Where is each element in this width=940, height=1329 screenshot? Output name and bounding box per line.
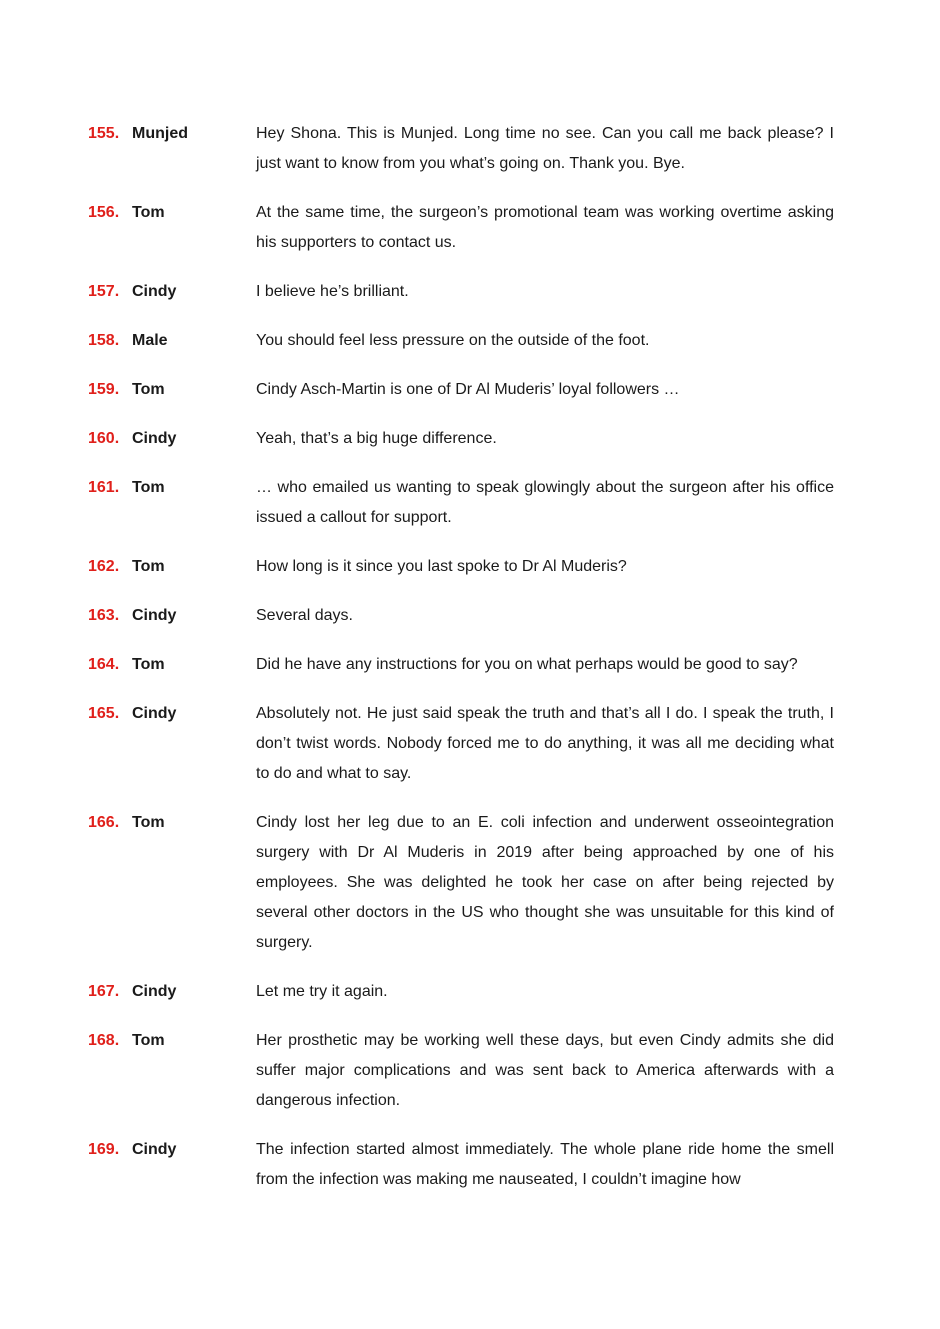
transcript-entry bbox=[88, 375, 834, 405]
transcript-entry bbox=[88, 277, 834, 307]
line-number: 158. bbox=[88, 332, 120, 349]
speaker-name: Tom bbox=[132, 1032, 165, 1049]
line-number: 167. bbox=[88, 983, 120, 1000]
dialogue-text: The infection started almost immediately. The whole plane ride home the smell from the infection was making me nauseated, I couldn’t imagine how bbox=[256, 1141, 834, 1188]
transcript-entry bbox=[88, 808, 834, 958]
dialogue-text: How long is it since you last spoke to Dr Al Muderis? bbox=[256, 558, 627, 575]
transcript-entry bbox=[88, 699, 834, 789]
speaker-name: Tom bbox=[132, 558, 165, 575]
speaker-name: Cindy bbox=[132, 1141, 177, 1158]
speaker-name: Cindy bbox=[132, 430, 177, 447]
line-number: 161. bbox=[88, 479, 120, 496]
transcript-entry bbox=[88, 326, 834, 356]
dialogue-text: Her prosthetic may be working well these days, but even Cindy admits she did suffer major complications and was sent back to America afterwards with a dangerous infection. bbox=[256, 1032, 834, 1109]
dialogue-text: Cindy Asch-Martin is one of Dr Al Muderis’ loyal followers … bbox=[256, 381, 680, 398]
dialogue-text: I believe he’s brilliant. bbox=[256, 283, 409, 300]
speaker-name: Cindy bbox=[132, 705, 177, 722]
speaker-name: Cindy bbox=[132, 283, 177, 300]
speaker-name: Cindy bbox=[132, 607, 177, 624]
speaker-name: Tom bbox=[132, 656, 165, 673]
transcript-entry bbox=[88, 552, 834, 582]
dialogue-text: You should feel less pressure on the outside of the foot. bbox=[256, 332, 650, 349]
line-number: 156. bbox=[88, 204, 120, 221]
transcript-entry bbox=[88, 601, 834, 631]
transcript-entry bbox=[88, 424, 834, 454]
line-number: 160. bbox=[88, 430, 120, 447]
line-number: 164. bbox=[88, 656, 120, 673]
dialogue-text: Absolutely not. He just said speak the truth and that’s all I do. I speak the truth, I don’t twist words. Nobody forced me to do anything, it was all me deciding what to do and what to say. bbox=[256, 705, 834, 782]
dialogue-text: Let me try it again. bbox=[256, 983, 388, 1000]
line-number: 168. bbox=[88, 1032, 120, 1049]
line-number: 166. bbox=[88, 814, 120, 831]
dialogue-text: Did he have any instructions for you on what perhaps would be good to say? bbox=[256, 656, 798, 673]
transcript-entry bbox=[88, 977, 834, 1007]
speaker-name: Munjed bbox=[132, 125, 188, 142]
dialogue-text: … who emailed us wanting to speak glowingly about the surgeon after his office issued a callout for support. bbox=[256, 479, 834, 526]
transcript-entry bbox=[88, 473, 834, 533]
transcript bbox=[88, 119, 834, 1214]
speaker-name: Male bbox=[132, 332, 168, 349]
speaker-name: Cindy bbox=[132, 983, 177, 1000]
line-number: 157. bbox=[88, 283, 120, 300]
speaker-name: Tom bbox=[132, 381, 165, 398]
dialogue-text: Hey Shona. This is Munjed. Long time no see. Can you call me back please? I just want to know from you what’s going on. Thank you. Bye. bbox=[256, 125, 834, 172]
line-number: 159. bbox=[88, 381, 120, 398]
line-number: 155. bbox=[88, 125, 120, 142]
transcript-entry bbox=[88, 119, 834, 179]
dialogue-text: Yeah, that’s a big huge difference. bbox=[256, 430, 497, 447]
transcript-entry bbox=[88, 1026, 834, 1116]
transcript-entry bbox=[88, 198, 834, 258]
speaker-name: Tom bbox=[132, 479, 165, 496]
transcript-entry bbox=[88, 1135, 834, 1195]
dialogue-text: Several days. bbox=[256, 607, 353, 624]
transcript-entry bbox=[88, 650, 834, 680]
line-number: 165. bbox=[88, 705, 120, 722]
speaker-name: Tom bbox=[132, 204, 165, 221]
line-number: 162. bbox=[88, 558, 120, 575]
dialogue-text: Cindy lost her leg due to an E. coli infection and underwent osseointegration surgery with Dr Al Muderis in 2019 after being approached by one of his employees. She was delighted he took her case on after being rejected by several other doctors in the US who thought she was unsuitable for this kind of surgery. bbox=[256, 814, 834, 951]
speaker-name: Tom bbox=[132, 814, 165, 831]
line-number: 169. bbox=[88, 1141, 120, 1158]
line-number: 163. bbox=[88, 607, 120, 624]
dialogue-text: At the same time, the surgeon’s promotional team was working overtime asking his supporters to contact us. bbox=[256, 204, 834, 251]
